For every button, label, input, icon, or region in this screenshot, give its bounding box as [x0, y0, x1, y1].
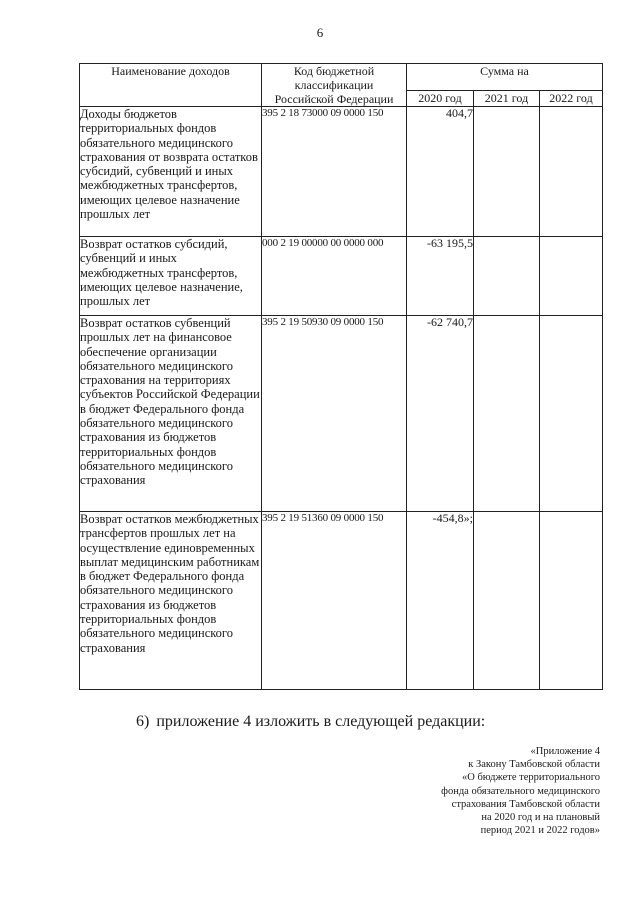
column-header-2021: 2021 год [474, 90, 540, 106]
row-value-2022 [540, 512, 603, 690]
column-header-sum: Сумма на [407, 64, 603, 91]
appendix-line: «Приложение 4 [530, 746, 600, 757]
appendix-line: страхования Тамбовской области [451, 798, 600, 810]
code-header-line: Код бюджетной [293, 64, 375, 78]
row-value-2020: -454,8»; [407, 512, 474, 690]
row-value-2021 [474, 107, 540, 237]
revenue-table [79, 63, 603, 690]
row-code: 395 2 18 73000 09 0000 150 [262, 107, 407, 237]
appendix-line: период 2021 и 2022 годов» [480, 825, 600, 837]
appendix-line: к Закону Тамбовской области [468, 759, 600, 771]
column-header-code [262, 64, 407, 107]
row-value-2020: -63 195,5 [407, 237, 474, 316]
table-row [80, 316, 603, 512]
page-number: 6 [316, 25, 324, 40]
row-value-2021 [474, 316, 540, 512]
row-value-2022 [540, 316, 603, 512]
row-value-2022 [540, 237, 603, 316]
row-name: Возврат остатков межбюджетных трансфертов прошлых лет на осуществление единовременных выплат медицинским работникам в бюджет Федерального фонда обязательного медицинского страхования из бюджетов территориальных фондов обязательного медицинского страхования [80, 512, 262, 690]
row-code: 395 2 19 51360 09 0000 150 [262, 512, 407, 690]
item-number: 6) [136, 713, 150, 730]
appendix-line: «О бюджете территориального [462, 772, 600, 784]
row-name: Возврат остатков субвенций прошлых лет на финансовое обеспечение организации обязательного медицинского страхования на территориях субъектов Российской Федерации в бюджет Федерального фонда обязательного медицинского страхования из бюджетов территориальных фондов обязательного медицинского страхования [80, 316, 262, 512]
item-text: приложение 4 изложить в следующей редакции: [156, 713, 486, 730]
table-row [80, 512, 603, 690]
row-name: Возврат остатков субсидий, субвенций и иных межбюджетных трансфертов, имеющих целевое назначение, прошлых лет [80, 237, 262, 316]
row-value-2022 [540, 107, 603, 237]
table-row [80, 107, 603, 237]
row-value-2021 [474, 512, 540, 690]
amendment-item [136, 713, 485, 731]
row-name: Доходы бюджетов территориальных фондов обязательного медицинского страхования от возврата остатков субсидий, субвенций и иных межбюджетных трансфертов, имеющих целевое назначение прошлых лет [80, 107, 262, 237]
row-value-2021 [474, 237, 540, 316]
column-header-name: Наименование доходов [80, 64, 262, 107]
appendix-line: фонда обязательного медицинского [441, 785, 600, 797]
code-header-line: Российской Федерации [274, 92, 394, 106]
row-value-2020: 404,7 [407, 107, 474, 237]
appendix-line: на 2020 год и на плановый [481, 812, 600, 824]
column-header-2020: 2020 год [407, 90, 474, 106]
column-header-2022: 2022 год [540, 90, 603, 106]
row-code: 395 2 19 50930 09 0000 150 [262, 316, 407, 512]
code-header-line: классификации [294, 78, 374, 92]
appendix-reference [360, 745, 600, 837]
row-value-2020: -62 740,7 [407, 316, 474, 512]
table-row [80, 237, 603, 316]
row-code: 000 2 19 00000 00 0000 000 [262, 237, 407, 316]
